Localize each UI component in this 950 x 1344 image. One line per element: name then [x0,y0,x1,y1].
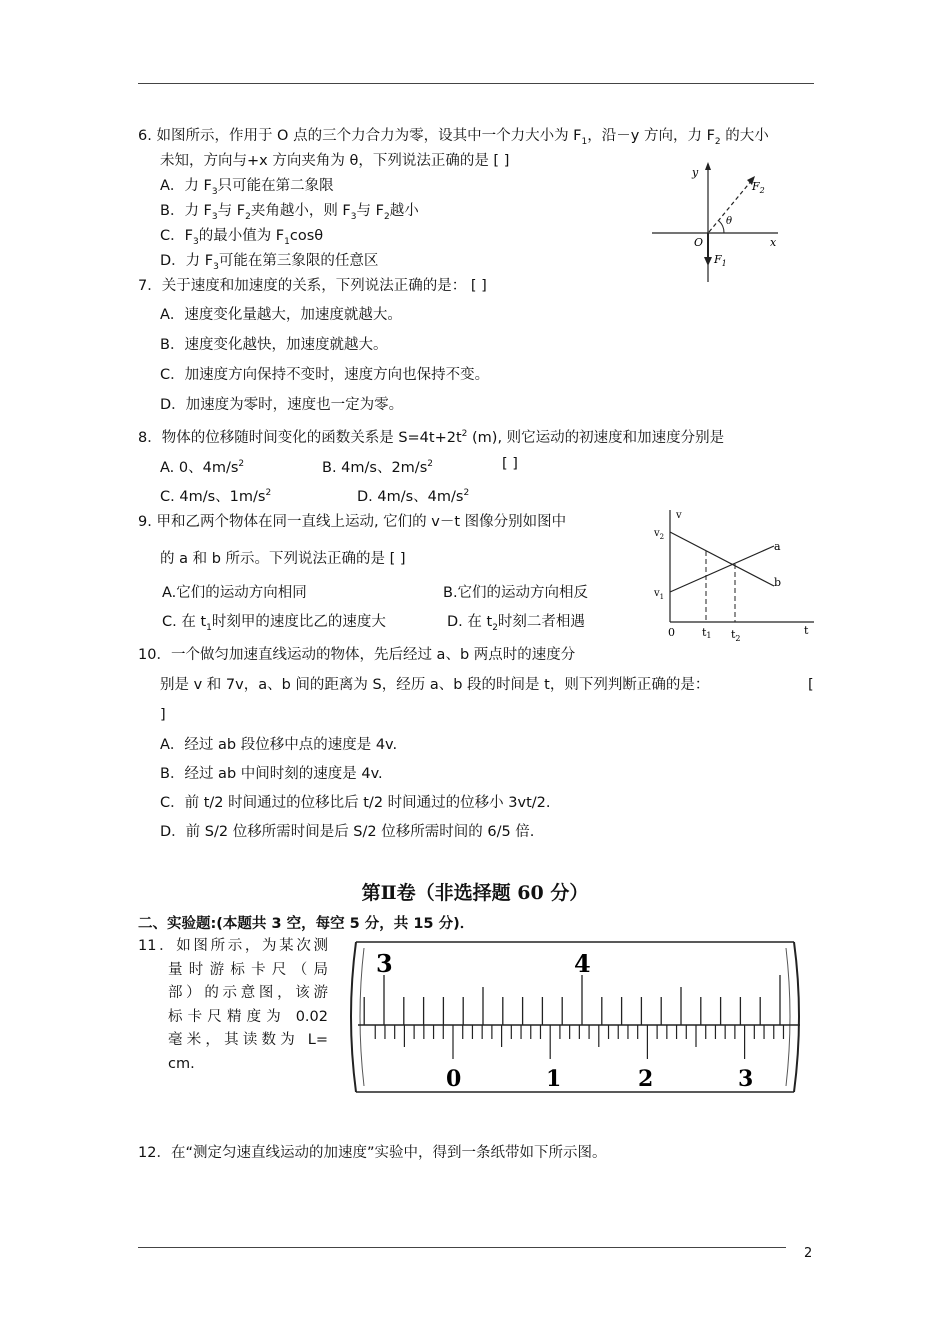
vernier-label-1: 1 [546,1066,562,1092]
q11-line: 毫米，其读数为 L= [168,1032,328,1048]
q9-fig-v-axis: v [676,510,682,521]
q10-stem-line1: 10．一个做匀加速直线运动的物体，先后经过 a、b 两点时的速度分 [138,647,576,663]
q10-bracket-close: ] [160,707,166,723]
q9-fig-t1: t1 [702,626,712,640]
q6-option-b[interactable]: B．力 $F_3$与 $F_2$夹角越小，则 $F_3$与 $F_2$越小 [160,203,419,222]
q9-fig-line-a: a [774,540,781,553]
q10-stem-line2: 别是 v 和 7v，a、b 间的距离为 S，经历 a、b 段的时间是 t，则下列判断正确的是： [160,677,710,693]
q9-fig-v2: $v_2$ [654,528,665,541]
q7-option-b[interactable]: B．速度变化越快，加速度就越大。 [160,337,388,353]
q9-option-a[interactable]: A.它们的运动方向相同 [162,585,307,601]
q9-vt-graph [648,506,820,646]
q6-fig-theta-label: θ [726,216,733,227]
q9-fig-origin: 0 [668,626,675,639]
q8-option-a[interactable]: A. 0、$4m/s^2$ [160,459,245,476]
vernier-scale-ticks [375,1025,783,1059]
q9-stem-line2: 的 a 和 b 所示。下列说法正确的是 [ ] [160,551,406,567]
main-scale-ticks [364,975,780,1025]
q6-fig-x-label: x [770,236,777,249]
q7-stem: 7．关于速度和加速度的关系，下列说法正确的是： [ ] [138,278,487,294]
q11-line: 量时游标卡尺（局 [168,961,328,978]
q8-option-b[interactable]: B. 4m/s、$2m/s^2$ [322,459,433,476]
footer-rule [138,1247,786,1248]
q9-fig-t-axis: t [804,624,809,637]
vernier-label-2: 2 [638,1066,654,1092]
q6-force-diagram [648,158,788,286]
q11-line: 11．如图所示，为某次测 [138,938,328,954]
q7-option-a[interactable]: A．速度变化量越大，加速度就越大。 [160,307,402,323]
q6-fig-y-label: y [692,166,699,179]
q6-stem-line1: 6. 如图所示，作用于 O 点的三个力合力为零，设其中一个力大小为 $F_1$，沿－y 方向，力 $F_2$ 的大小 [138,128,769,147]
q12-stem: 12．在“测定匀速直线运动的加速度”实验中，得到一条纸带如下所示图。 [138,1145,607,1161]
q8-bracket: [ ] [502,456,518,472]
q9-option-b[interactable]: B.它们的运动方向相反 [443,585,589,601]
q8-stem: 8．物体的位移随时间变化的函数关系是 $S=4t+2t^2$ (m), 则它运动的初速度和加速度分别是 [138,429,725,446]
page-number: 2 [804,1246,813,1261]
q9-fig-line-b: b [774,576,782,589]
q10-option-c[interactable]: C．前 t/2 时间通过的位移比后 t/2 时间通过的位移小 3vt/2. [160,795,551,811]
q11-line: cm. [168,1055,195,1072]
section2-heading: 二、实验题:(本题共 3 空，每空 5 分，共 15 分)． [138,916,475,932]
q7-option-c[interactable]: C．加速度方向保持不变时，速度方向也保持不变。 [160,367,490,383]
q8-option-c[interactable]: C. 4m/s、$1m/s^2$ [160,488,272,505]
header-rule [138,83,814,84]
q9-stem-line1: 9. 甲和乙两个物体在同一直线上运动, 它们的 v－t 图像分别如图中 [138,514,567,530]
q7-option-d[interactable]: D．加速度为零时，速度也一定为零。 [160,397,404,413]
q9-option-c[interactable]: C. 在 $t_1$时刻甲的速度比乙的速度大 [162,614,386,633]
q10-option-b[interactable]: B．经过 ab 中间时刻的速度是 4v. [160,766,383,782]
q10-option-a[interactable]: A．经过 ab 段位移中点的速度是 4v. [160,737,398,753]
q6-option-d[interactable]: D．力 $F_3$可能在第三象限的任意区 [160,253,379,272]
q8-option-d[interactable]: D. 4m/s、$4m/s^2$ [357,488,470,505]
q6-stem-line2: 未知，方向与+x 方向夹角为 θ，下列说法正确的是 [ ] [160,153,510,169]
q6-fig-origin-label: O [694,236,704,249]
q11-line: 部）的示意图，该游 [168,985,328,1001]
q10-option-d[interactable]: D．前 S/2 位移所需时间是后 S/2 位移所需时间的 6/5 倍. [160,824,535,840]
q11-text [138,935,328,1076]
main-scale-label-3: 3 [376,949,393,978]
q6-fig-f1-label: $F_1$ [714,253,727,268]
main-scale-label-4: 4 [574,949,591,978]
vernier-label-0: 0 [446,1066,462,1092]
vernier-label-3: 3 [738,1066,754,1092]
q6-option-a[interactable]: A．力 $F_3$只可能在第二象限 [160,178,334,197]
vernier-caliper-figure [342,938,808,1094]
part2-title: 第Ⅱ卷（非选择题 60 分） [361,882,589,904]
q9-option-d[interactable]: D. 在 $t_2$时刻二者相遇 [447,614,585,633]
q6-option-c[interactable]: C．$F_3$的最小值为 $F_1\cos\theta$ [160,228,324,247]
q9-fig-t2: $t_2$ [731,628,741,643]
q6-fig-f2-label: $F_2$ [752,180,765,195]
q9-fig-v1: $v_1$ [654,588,665,601]
q10-bracket-open: [ [808,677,814,693]
q11-line: 标卡尺精度为 0.02 [168,1008,328,1025]
